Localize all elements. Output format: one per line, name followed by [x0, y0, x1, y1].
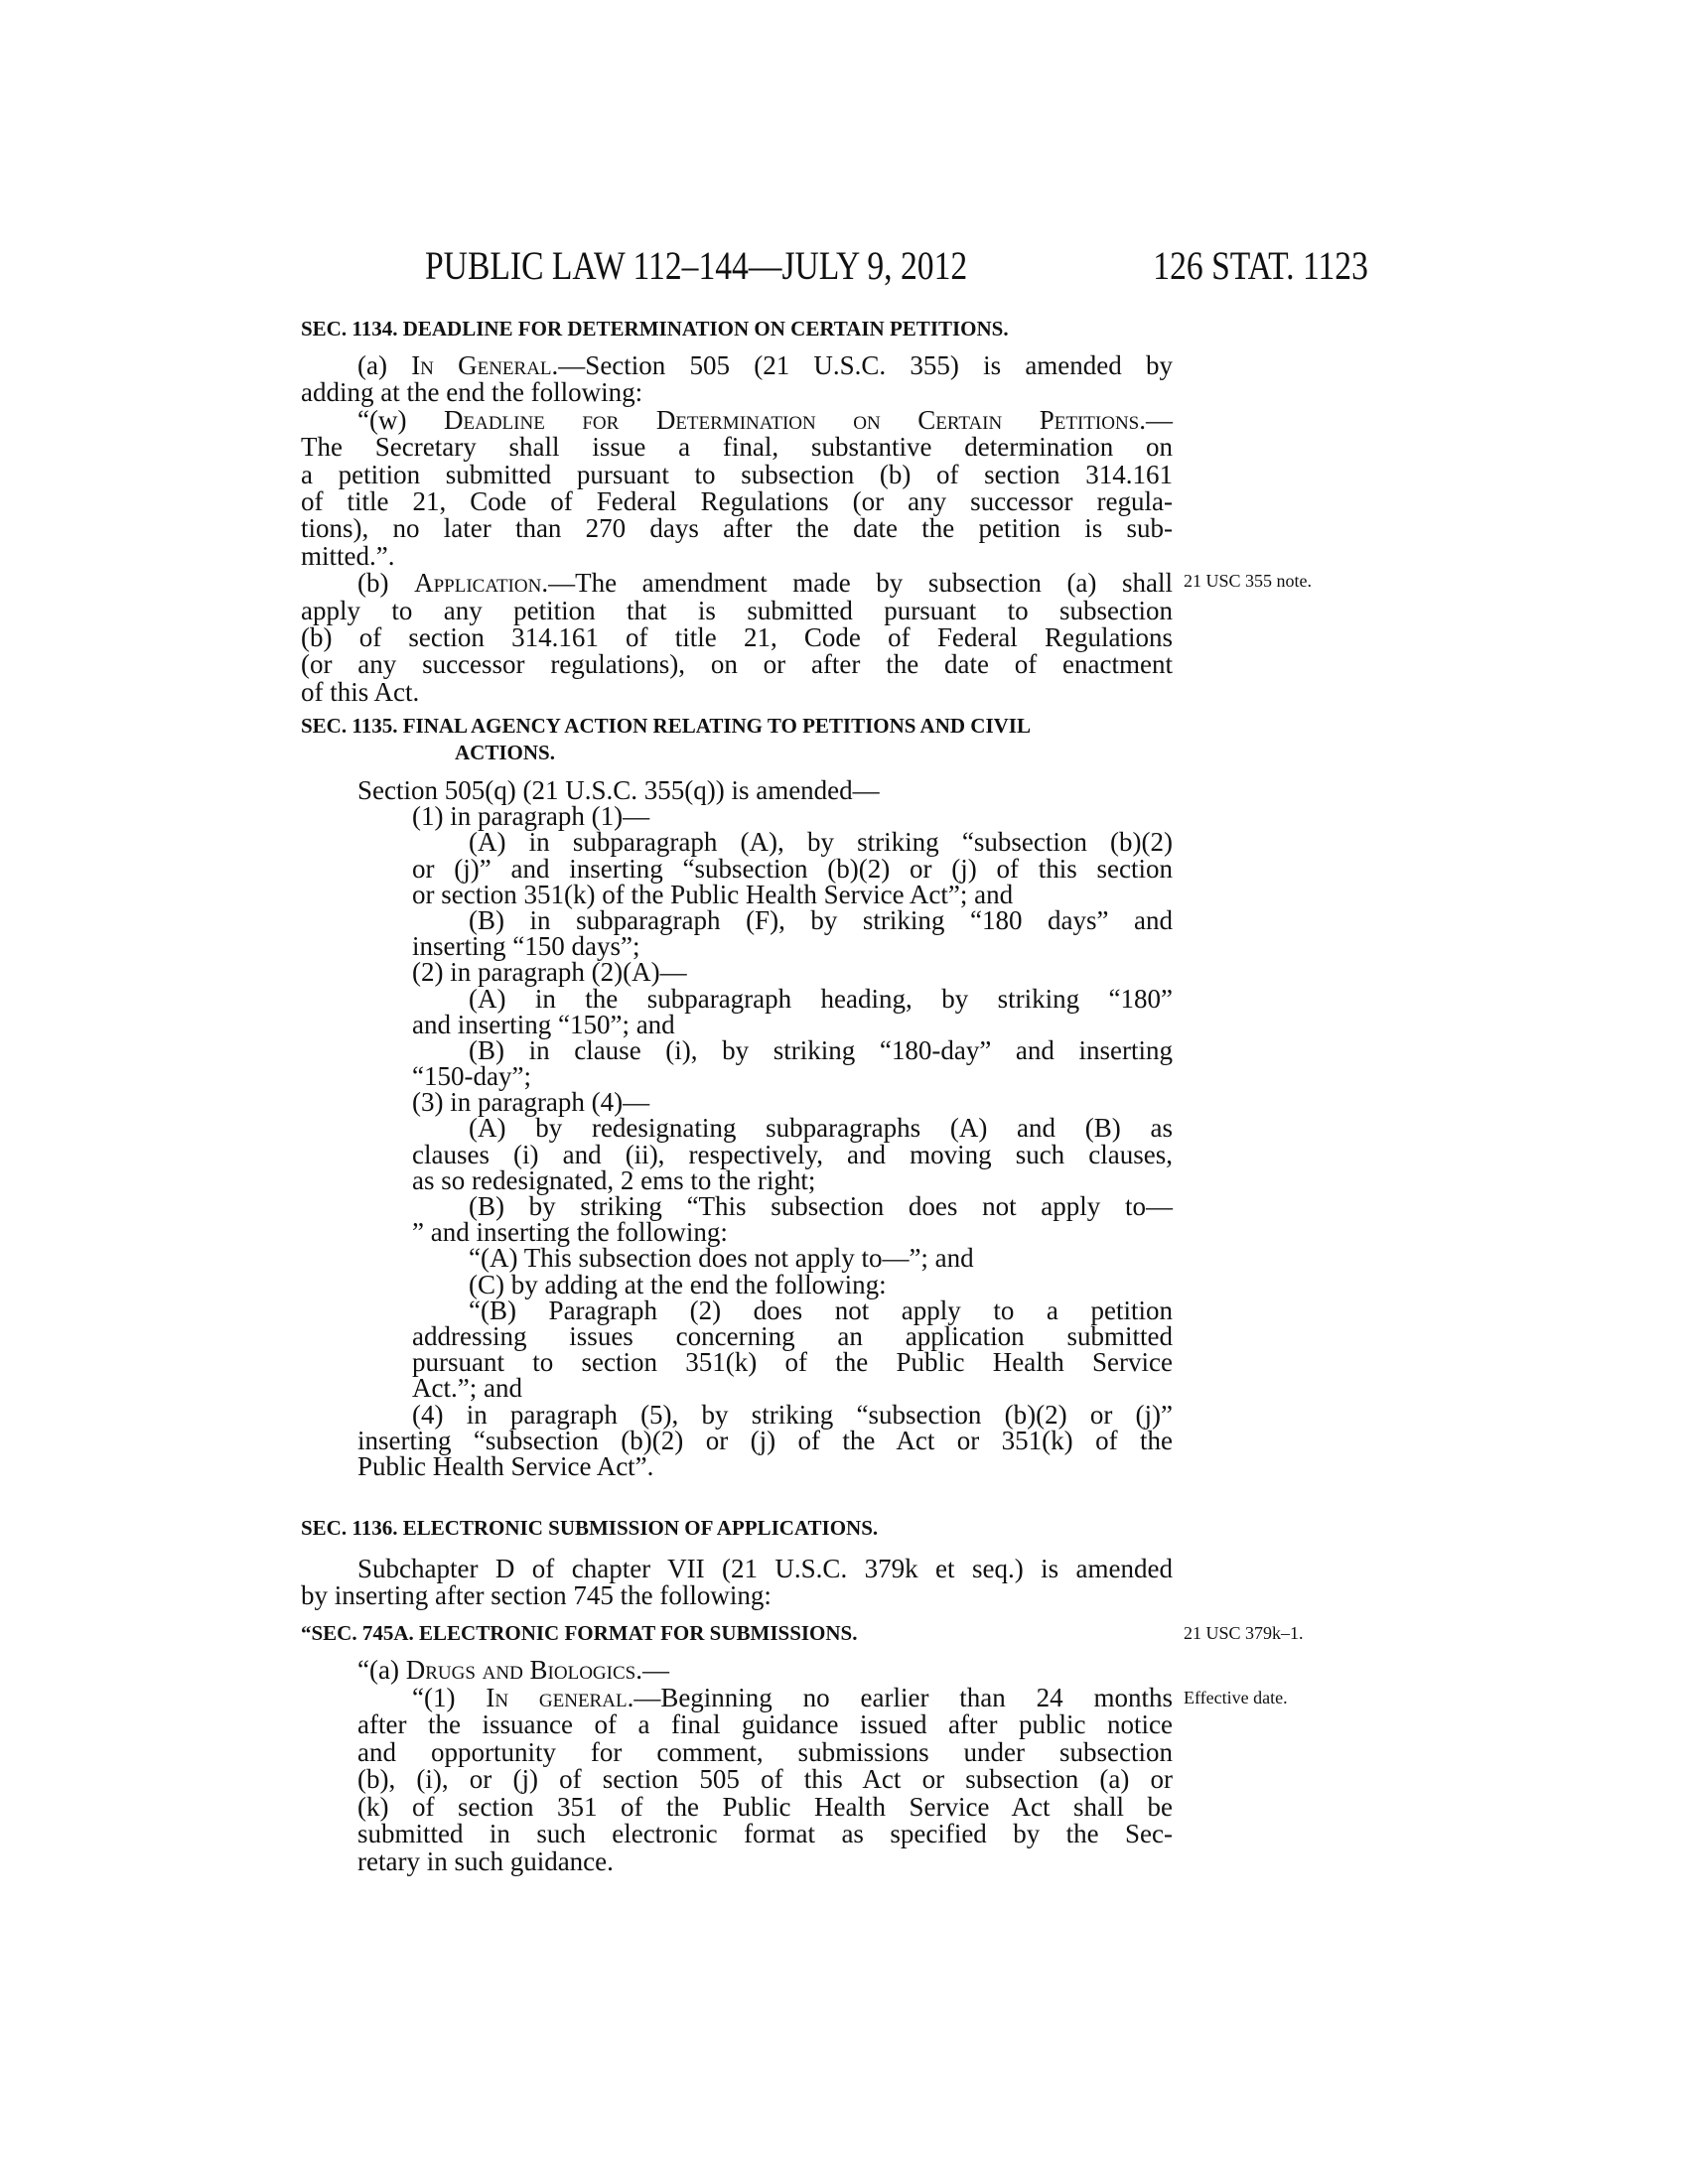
line-prefix: “(w) [357, 404, 444, 435]
paragraph [301, 1297, 1173, 1402]
line-text: .—Beginning no earlier than 24 months [627, 1682, 1174, 1712]
paragraph [301, 1399, 1173, 1481]
text-line: inserting “150 days”; [412, 931, 640, 962]
text-line: (B) by striking “This subsection does not apply to— [469, 1191, 1173, 1221]
text-line: (k) of section 351 of the Public Health Service Act shall be [357, 1791, 1173, 1822]
small-caps-heading: In general [486, 1682, 628, 1712]
text-line: addressing issues concerning an application submitted [412, 1320, 1173, 1351]
text-line: adding at the end the following: [301, 377, 643, 408]
text-line: The Secretary shall issue a final, substantive determination on [301, 432, 1173, 463]
line-text: .—The amendment made by subsection (a) shall [541, 568, 1174, 599]
text-line [301, 1657, 1173, 1685]
text-line: ” and inserting the following: [412, 1217, 728, 1248]
section-heading [301, 316, 1175, 342]
text-line: (B) in clause (i), by striking “180-day” and inserting [469, 1034, 1173, 1065]
text-line: tions), no later than 270 days after the date the petition is sub- [301, 513, 1173, 544]
text-line: inserting “subsection (b)(2) or (j) of the Act or 351(k) of the [357, 1425, 1173, 1455]
paragraph [301, 829, 1173, 907]
paragraph [301, 1087, 1173, 1118]
paragraph [301, 1657, 1173, 1685]
paragraph [301, 570, 1173, 706]
section-heading-line: SEC. 1136. ELECTRONIC SUBMISSION OF APPLICATIONS. [301, 1516, 879, 1540]
text-line: “(B) Paragraph (2) does not apply to a petition [469, 1295, 1173, 1325]
running-header-title: PUBLIC LAW 112–144—JULY 9, 2012 [425, 243, 968, 288]
text-line: (1) in paragraph (1)— [412, 801, 650, 832]
text-line: “(A) This subsection does not apply to—”; and [469, 1243, 974, 1274]
paragraph [301, 801, 1173, 832]
text-line: or (j)” and inserting “subsection (b)(2) or (j) of this section [412, 853, 1173, 884]
small-caps-heading: Application [414, 568, 542, 599]
section-body [301, 1657, 1173, 1875]
text-line: of title 21, Code of Federal Regulations (or any successor regula- [301, 485, 1173, 516]
text-line: a petition submitted pursuant to subsection (b) of section 314.161 [301, 459, 1173, 489]
paragraph [301, 1115, 1173, 1193]
small-caps-heading: Deadline for Determination on Certain Petitions [444, 404, 1140, 435]
line-prefix: “(1) [412, 1682, 487, 1712]
paragraph [301, 777, 1173, 803]
text-line: and inserting “150”; and [412, 1009, 675, 1039]
paragraph [301, 1243, 1173, 1274]
paragraph [301, 1191, 1173, 1248]
paragraph [301, 957, 1173, 988]
text-line: by inserting after section 745 the following: [301, 1580, 772, 1611]
text-line [301, 570, 1173, 597]
text-line [301, 404, 1173, 435]
section-heading-line: SEC. 1135. FINAL AGENCY ACTION RELATING TO PETITIONS AND CIVIL [301, 714, 1031, 738]
section-body [301, 1556, 1173, 1609]
paragraph [301, 1269, 1173, 1299]
section-heading-line: ACTIONS. [455, 741, 555, 764]
text-line: (4) in paragraph (5), by striking “subsection (b)(2) or (j)” [412, 1399, 1173, 1430]
section-heading [301, 1620, 1175, 1647]
text-line: (C) by adding at the end the following: [469, 1269, 887, 1299]
text-line: (b) of section 314.161 of title 21, Code of Federal Regulations [301, 621, 1173, 652]
margin-note: 21 USC 379k–1. [1184, 1623, 1304, 1643]
text-line: submitted in such electronic format as specified by the Sec- [357, 1819, 1173, 1848]
margin-note: Effective date. [1184, 1688, 1288, 1707]
paragraph [301, 1682, 1174, 1876]
text-line: and opportunity for comment, submissions under subsection [357, 1736, 1173, 1767]
paragraph [301, 404, 1173, 571]
paragraph [301, 983, 1173, 1039]
paragraph [301, 904, 1173, 962]
text-line: (A) by redesignating subparagraphs (A) and (B) as [469, 1113, 1173, 1144]
line-prefix: (a) [357, 350, 412, 380]
line-text: .— [1139, 404, 1173, 435]
text-line: (B) in subparagraph (F), by striking “180 days” and [469, 904, 1173, 935]
text-line: Section 505(q) (21 U.S.C. 355(q)) is amended— [357, 775, 880, 805]
text-line: Act.”; and [412, 1373, 522, 1404]
text-line: of this Act. [301, 676, 420, 707]
margin-note: 21 USC 355 note. [1184, 571, 1313, 591]
small-caps-heading: Drugs and Biologics [405, 1655, 636, 1685]
line-prefix: “(a) [357, 1655, 406, 1685]
text-line: Public Health Service Act”. [357, 1450, 654, 1481]
text-line: after the issuance of a final guidance issued after public notice [357, 1709, 1173, 1739]
section-heading [301, 713, 1175, 766]
section-body [301, 352, 1173, 706]
text-line: (b), (i), or (j) of section 505 of this Act or subsection (a) or [357, 1764, 1173, 1794]
text-line: or section 351(k) of the Public Health Service Act”; and [412, 879, 1014, 909]
text-line: apply to any petition that is submitted pursuant to subsection [301, 595, 1173, 625]
text-line: pursuant to section 351(k) of the Public Health Service [412, 1347, 1173, 1378]
line-text: .— [635, 1655, 669, 1685]
text-line: Subchapter D of chapter VII (21 U.S.C. 379k et seq.) is amended [357, 1554, 1173, 1583]
text-line: (A) in subparagraph (A), by striking “subsection (b)(2) [469, 827, 1173, 858]
text-line: (2) in paragraph (2)(A)— [412, 957, 687, 988]
text-line: retary in such guidance. [357, 1845, 614, 1876]
line-text: .—Section 505 (21 U.S.C. 355) is amended by [551, 350, 1173, 380]
text-line: as so redesignated, 2 ems to the right; [412, 1164, 816, 1195]
section-heading-line: SEC. 1134. DEADLINE FOR DETERMINATION ON CERTAIN PETITIONS. [301, 317, 1009, 341]
paragraph [301, 352, 1173, 407]
line-prefix: (b) [357, 568, 415, 599]
page-citation: 126 STAT. 1123 [1153, 243, 1368, 288]
section-heading-line: “SEC. 745A. ELECTRONIC FORMAT FOR SUBMISSIONS. [301, 1621, 858, 1645]
text-line [301, 1682, 1174, 1712]
text-line: (or any successor regulations), on or after the date of enactment [301, 649, 1173, 680]
text-line: mitted.”. [301, 540, 395, 571]
section-body [301, 777, 1173, 1479]
paragraph [301, 1556, 1173, 1609]
paragraph [301, 1034, 1173, 1092]
small-caps-heading: In General [411, 350, 552, 380]
text-line: (3) in paragraph (4)— [412, 1087, 650, 1118]
text-line: clauses (i) and (ii), respectively, and moving such clauses, [412, 1139, 1173, 1169]
text-line: “150-day”; [412, 1061, 531, 1092]
text-line [301, 352, 1173, 379]
text-line: (A) in the subparagraph heading, by striking “180” [469, 983, 1173, 1014]
section-heading [301, 1515, 1175, 1542]
